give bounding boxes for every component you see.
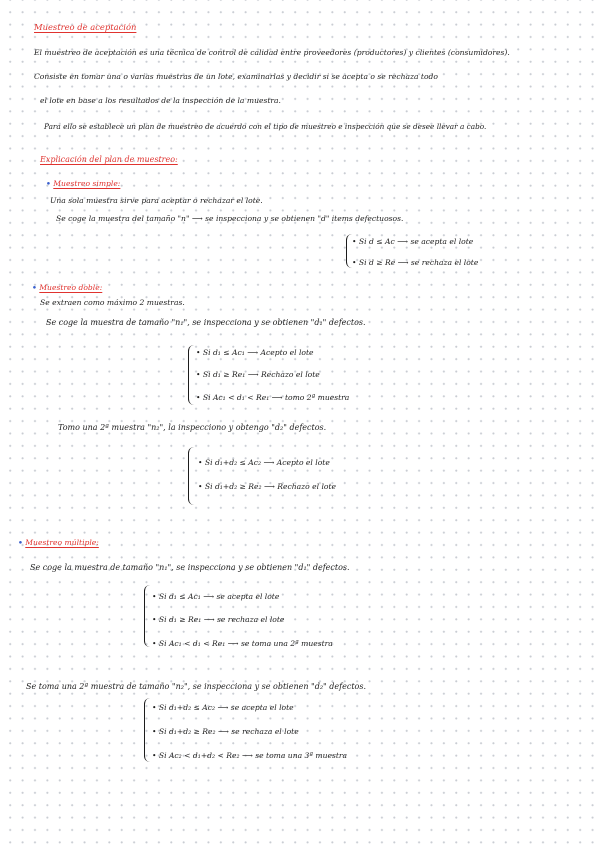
doble-line-2: Se coge la muestra de tamaño "n₁", se inspecciona y se obtienen "d₁" defectos. [46, 318, 366, 327]
doble-rule-2: • Si d₁ ≥ Re₁ ⟶ Rechazo el lote [196, 370, 320, 379]
bullet-icon: • [46, 179, 51, 188]
doble-rule-5: • Si d₁+d₂ ≥ Re₂ ⟶ Rechazo el lote [198, 482, 337, 491]
intro-line-3: el lote en base a los resultados de la inspección de la muestra. [40, 96, 281, 105]
multiple-heading-label: Muestreo múltiple: [25, 538, 99, 547]
multiple-rule-3: • Si Ac₁ < d₁ < Re₁ ⟶ se toma una 2ª muestra [152, 639, 333, 648]
simple-heading [46, 179, 120, 189]
multiple-rule-1: • Si d₁ ≤ Ac₁ ⟶ se acepta el lote [152, 592, 280, 601]
doble-line-1: Se extraen como máximo 2 muestras. [40, 298, 185, 307]
simple-heading-label: Muestreo simple: [53, 179, 121, 188]
intro-line-1: El muestreo de aceptación es una técnica de control de calidad entre proveedores (productores) y clientes (consumidores). [34, 48, 510, 57]
intro-line-4: Para ello se establece un plan de muestreo de acuerdo con el tipo de muestreo e inspección que se desee llevar a cabo. [44, 122, 487, 131]
simple-line-2: Se coge la muestra del tamaño "n" ⟶ se inspecciona y se obtienen "d" items defectuosos. [56, 214, 404, 223]
page-title: Muestreo de aceptación [34, 22, 137, 32]
doble-rule-1: • Si d₁ ≤ Ac₁ ⟶ Acepto el lote [196, 348, 314, 357]
doble-brace-2 [188, 447, 196, 505]
doble-rule-3: • Si Ac₁ < d₁ < Re₁ ⟶ tomo 2ª muestra [196, 393, 350, 402]
doble-brace-1 [188, 345, 196, 405]
multiple-line-2: Se toma una 2ª muestra de tamaño "n₂", se inspecciona y se obtienen "d₂" defectos. [26, 682, 366, 691]
multiple-rule-5: • Si d₁+d₂ ≥ Re₂ ⟶ se rechaza el lote [152, 727, 299, 736]
multiple-heading [18, 538, 99, 548]
bullet-icon: • [32, 283, 37, 292]
simple-rule-2: • Si d ≥ Re ⟶ se rechaza el lote [352, 258, 479, 267]
multiple-rule-4: • Si d₁+d₂ ≤ Ac₂ ⟶ se acepta el lote [152, 703, 294, 712]
doble-line-3: Tomo una 2ª muestra "n₂", la inspecciono y obtengo "d₂" defectos. [58, 423, 327, 432]
multiple-rule-2: • Si d₁ ≥ Re₁ ⟶ se rechaza el lote [152, 615, 285, 624]
multiple-brace-1 [144, 585, 152, 647]
section-heading: Explicación del plan de muestreo: [40, 155, 178, 164]
intro-line-2: Consiste en tomar una o varias muestras de un lote, examinarlas y decidir si se acepta o se rechaza todo [34, 72, 438, 81]
doble-rule-4: • Si d₁+d₂ ≤ Ac₂ ⟶ Acepto el lote [198, 458, 330, 467]
simple-line-1: Una sola muestra sirve para aceptar o rechazar el lote. [50, 196, 263, 205]
bullet-icon: • [18, 538, 23, 547]
multiple-line-1: Se coge la muestra de tamaño "n₁", se inspecciona y se obtienen "d₁" defectos. [30, 563, 350, 572]
simple-rule-1: • Si d ≤ Ac ⟶ se acepta el lote [352, 237, 474, 246]
multiple-rule-6: • Si Ac₂ < d₁+d₂ < Re₂ ⟶ se toma una 3ª muestra [152, 751, 348, 760]
doble-heading [32, 283, 102, 293]
multiple-brace-2 [144, 698, 152, 762]
doble-heading-label: Muestreo doble: [39, 283, 103, 292]
